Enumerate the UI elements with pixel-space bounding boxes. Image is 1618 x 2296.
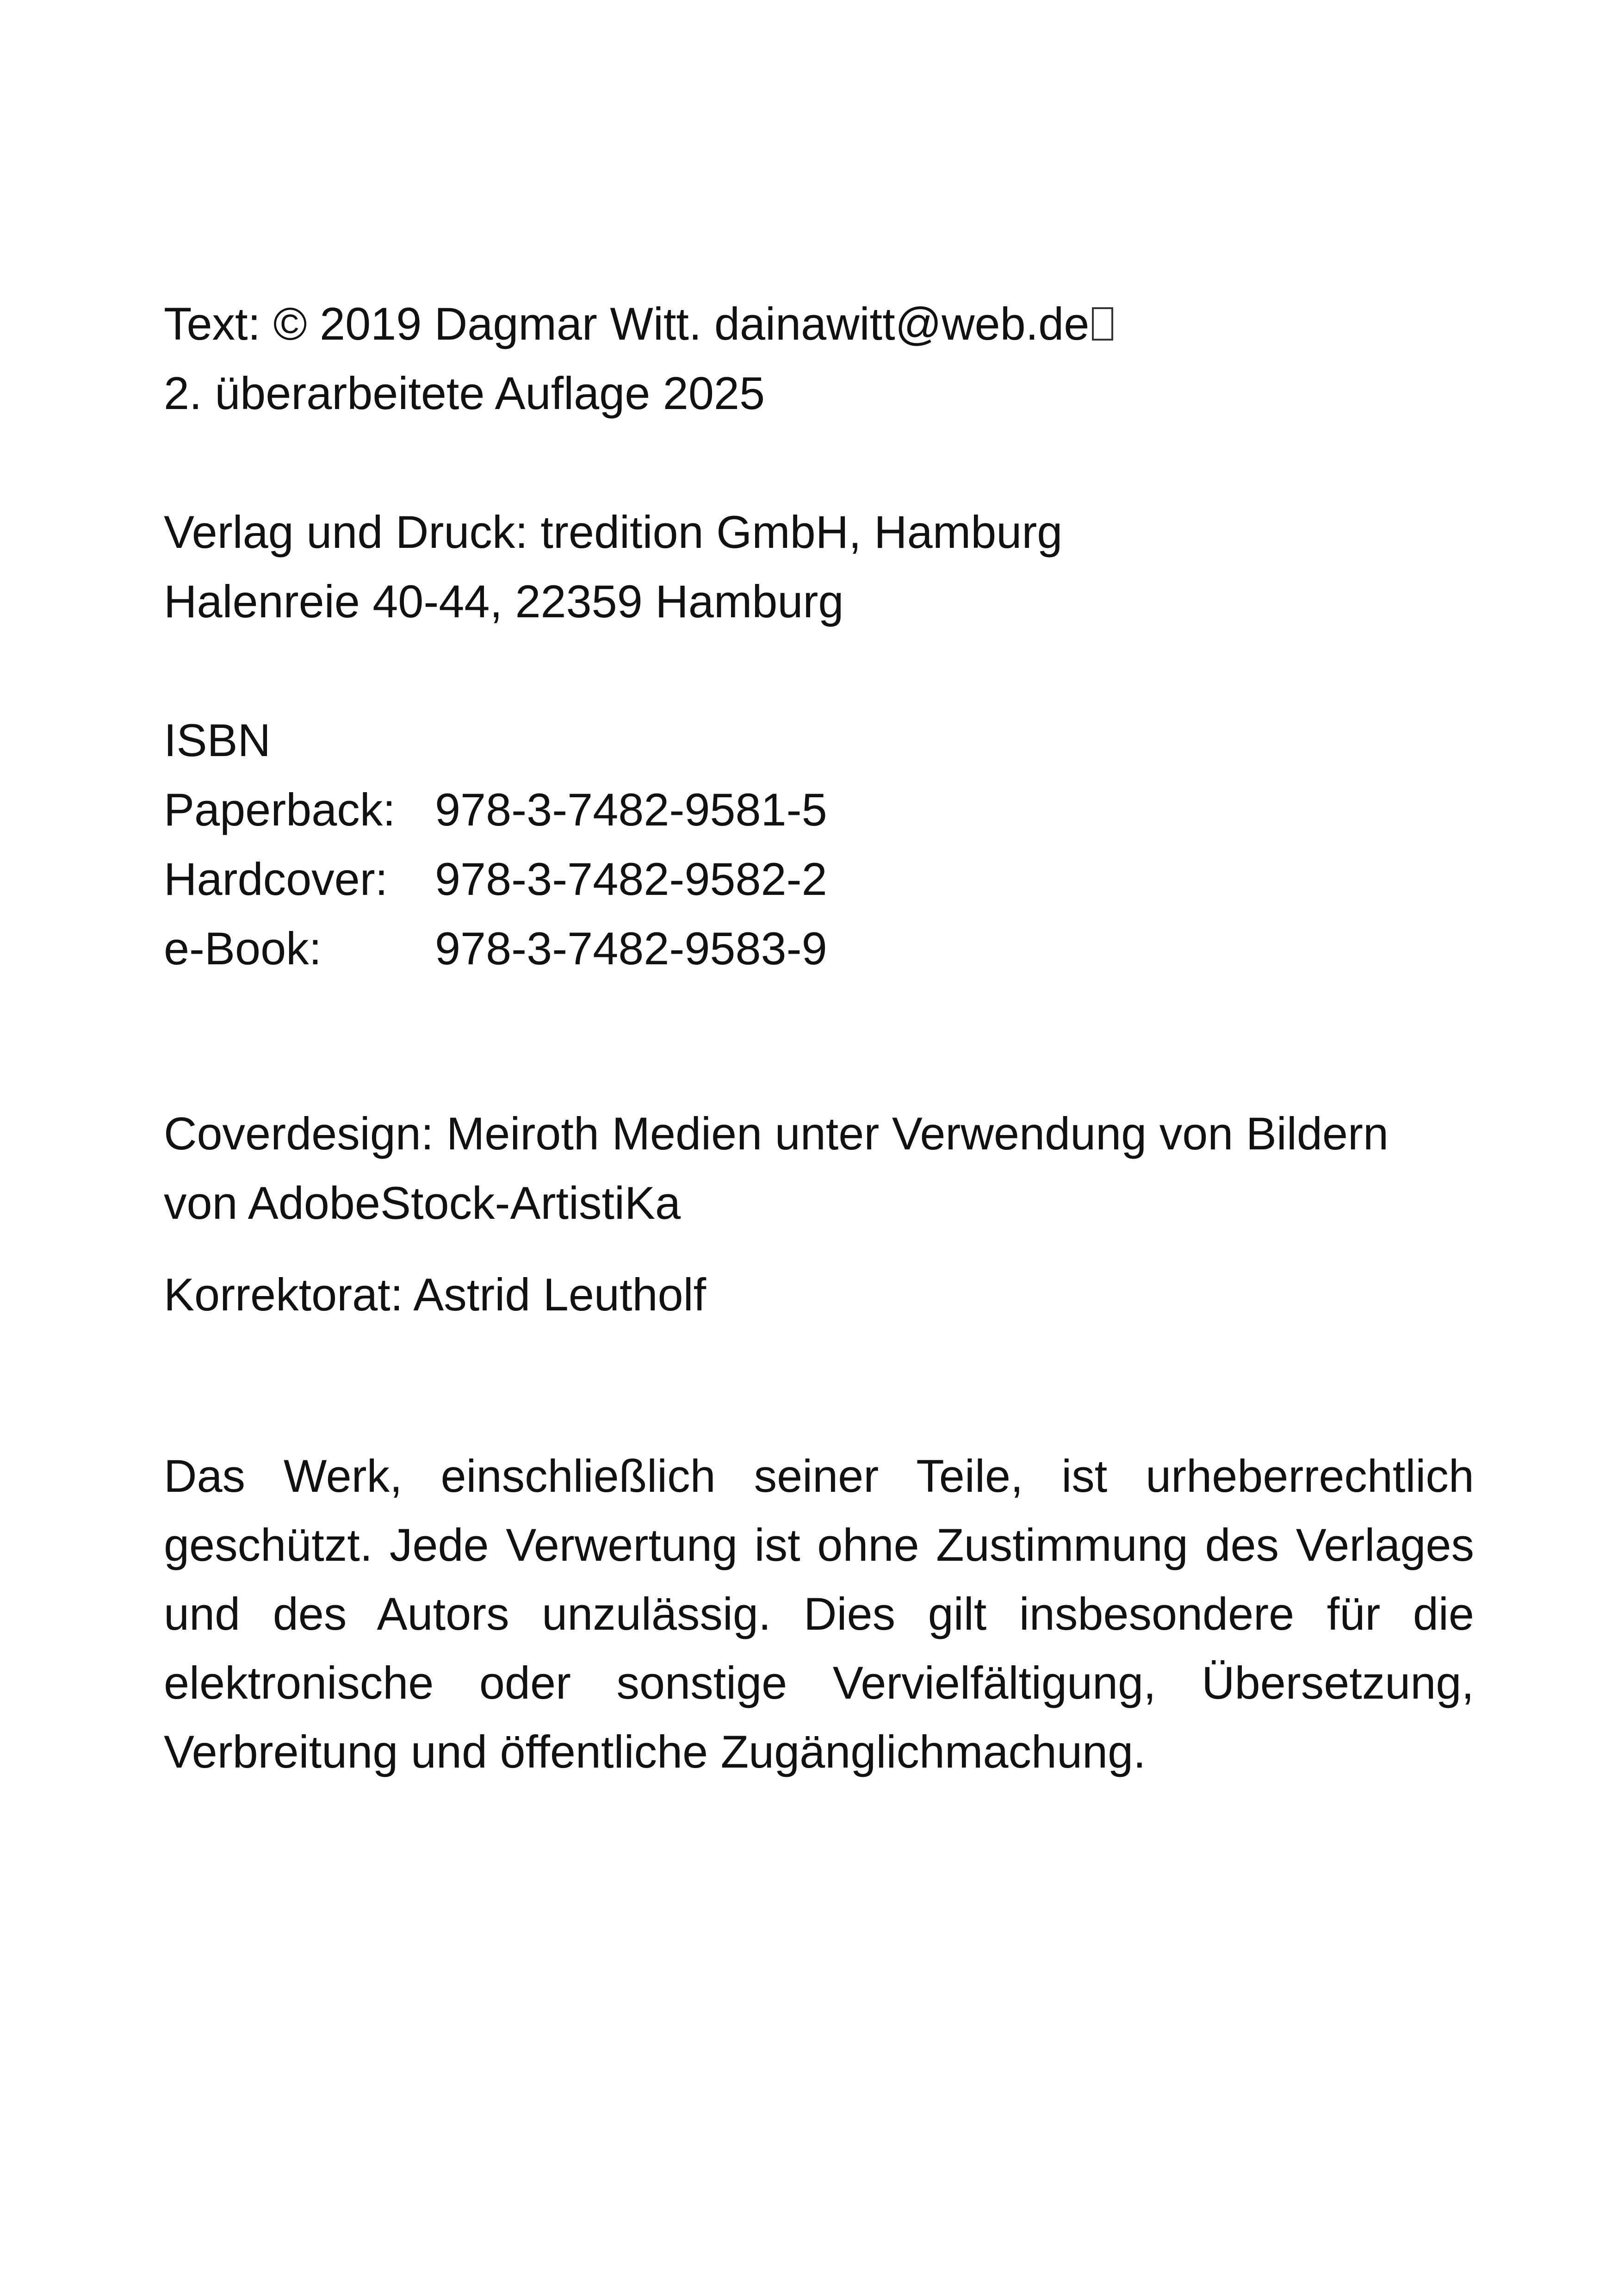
publisher-line: Verlag und Druck: tredition GmbH, Hamburg xyxy=(164,506,1063,558)
isbn-value: 978-3-7482-9582-2 xyxy=(435,853,827,905)
edition-line: 2. überarbeitete Auflage 2025 xyxy=(164,367,765,419)
copyright-line xyxy=(164,296,1113,352)
isbn-row-hardcover xyxy=(164,851,827,907)
isbn-label: e-Book: xyxy=(164,923,322,974)
publisher-address: Halenreie 40-44, 22359 Hamburg xyxy=(164,576,844,627)
isbn-label: Paperback: xyxy=(164,784,396,835)
copyright-text: Text: © 2019 Dagmar Witt. dainawitt@web.de xyxy=(164,298,1090,349)
cover-design-line-2: von AdobeStock-ArtistiKa xyxy=(164,1177,681,1229)
isbn-label: Hardcover: xyxy=(164,853,388,905)
isbn-heading: ISBN xyxy=(164,714,271,766)
legal-notice: Das Werk, einschließlich seiner Teile, ist urheberrechtlich geschützt. Jede Verwertung ist ohne Zustimmung des Verlages und des Autors unzulässig. Dies gilt insbesondere für die elektronische oder sonstige Vervielfältigung, Übersetzung, Verbreitung und öffentliche Zugänglichmachung. xyxy=(164,1450,1474,1777)
isbn-value: 978-3-7482-9583-9 xyxy=(435,923,827,974)
proofreading-line: Korrektorat: Astrid Leutholf xyxy=(164,1269,707,1320)
isbn-row-paperback xyxy=(164,782,827,838)
isbn-value: 978-3-7482-9581-5 xyxy=(435,784,827,835)
cover-design-line: Coverdesign: Meiroth Medien unter Verwendung von Bildern xyxy=(164,1108,1389,1159)
isbn-row-ebook xyxy=(164,921,827,976)
missing-glyph-icon xyxy=(1092,307,1113,341)
